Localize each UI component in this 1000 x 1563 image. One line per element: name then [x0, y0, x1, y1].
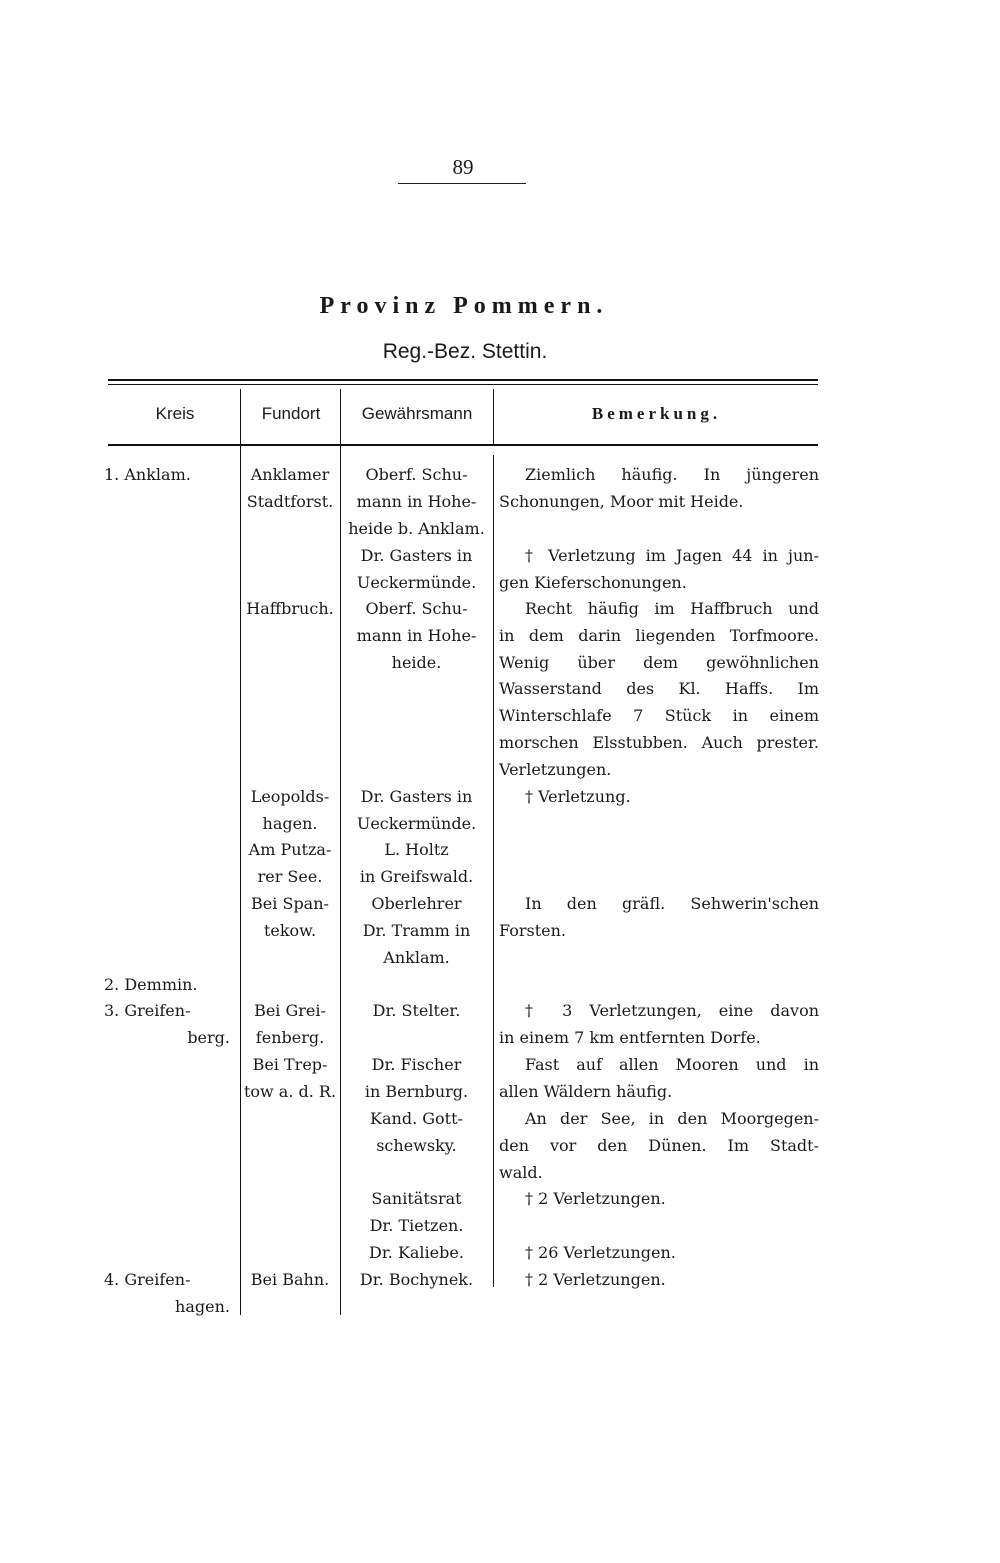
bemerkung-cell-line: In den gräfl. Sehwerin'schen: [525, 894, 819, 913]
bemerkung-cell: [499, 1106, 819, 1186]
fundort-cell-line: tow a. d. R.: [243, 1081, 337, 1101]
fundort-cell-line: Am Putza-: [248, 840, 332, 859]
gewaehrsmann-cell: [344, 837, 489, 891]
fundort-cell: [242, 462, 338, 516]
fundort-cell-line: rer See.: [257, 866, 323, 886]
column-divider: [493, 455, 494, 1287]
kreis-cell-line: berg.: [187, 1027, 230, 1047]
gewaehrsmann-cell-line: Oberlehrer: [371, 894, 462, 913]
gewaehrsmann-cell-line: heide.: [391, 652, 442, 672]
bemerkung-cell-line: in dem darin liegenden Torfmoore.: [499, 625, 819, 645]
column-divider: [340, 389, 341, 1315]
page-subtitle: Reg.-Bez. Stettin.: [382, 340, 548, 363]
page-title: Provinz Pommern.: [319, 293, 609, 319]
gewaehrsmann-cell-line: Dr. Kaliebe.: [369, 1243, 464, 1262]
fundort-cell: [242, 596, 338, 623]
gewaehrsmann-cell: [344, 998, 489, 1025]
bemerkung-cell: [499, 1240, 819, 1267]
kreis-cell-line: hagen.: [175, 1296, 230, 1316]
fundort-cell: [242, 1052, 338, 1106]
gewaehrsmann-cell-line: Sanitätsrat: [371, 1189, 462, 1208]
bemerkung-cell-line: den vor den Dünen. Im Stadt-: [499, 1135, 819, 1155]
gewaehrsmann-cell-line: heide b. Anklam.: [348, 518, 485, 538]
fundort-cell-line: fenberg.: [255, 1027, 325, 1047]
gewaehrsmann-cell-line: mann in Hohe-: [356, 491, 477, 511]
gewaehrsmann-cell-line: Dr. Fischer: [371, 1055, 462, 1074]
kreis-cell-line: 3. Greifen-: [104, 1001, 191, 1020]
gewaehrsmann-cell: [344, 1267, 489, 1294]
gewaehrsmann-cell: [344, 784, 489, 838]
bemerkung-cell: [499, 1052, 819, 1106]
gewaehrsmann-cell: [344, 462, 489, 542]
column-header-gewaehrsmann: Gewährsmann: [361, 404, 473, 423]
gewaehrsmann-cell-line: Kand. Gott-: [370, 1109, 463, 1128]
column-divider: [240, 389, 241, 1315]
table-header-rule: [108, 444, 818, 446]
bemerkung-cell: [499, 998, 819, 1052]
bemerkung-cell-line: Recht häufig im Haffbruch und: [525, 599, 819, 618]
bemerkung-cell: [499, 543, 819, 597]
bemerkung-cell-line: Forsten.: [499, 920, 567, 940]
bemerkung-cell-line: Schonungen, Moor mit Heide.: [499, 491, 744, 511]
gewaehrsmann-cell-line: Dr. Bochynek.: [359, 1270, 474, 1289]
gewaehrsmann-cell-line: Dr. Gasters in: [360, 787, 473, 806]
bemerkung-cell-line: wald.: [499, 1162, 543, 1182]
gewaehrsmann-cell-line: schewsky.: [376, 1135, 457, 1155]
column-header-kreis: Kreis: [155, 404, 195, 423]
gewaehrsmann-cell-line: Dr. Stelter.: [372, 1001, 461, 1020]
gewaehrsmann-cell-line: Oberf. Schu-: [365, 465, 468, 484]
bemerkung-cell-line: † Verletzung.: [525, 787, 631, 806]
gewaehrsmann-cell: [344, 596, 489, 676]
bemerkung-cell: [499, 1267, 819, 1294]
gewaehrsmann-cell-line: Ueckermünde.: [356, 813, 477, 833]
bemerkung-cell-line: † 2 Verletzungen.: [525, 1189, 666, 1208]
fundort-cell-line: Bei Trep-: [252, 1055, 328, 1074]
gewaehrsmann-cell-line: Dr. Tramm in: [362, 920, 471, 940]
bemerkung-cell: [499, 891, 819, 945]
gewaehrsmann-cell: [344, 1240, 489, 1267]
fundort-cell-line: Haffbruch.: [246, 599, 334, 618]
fundort-cell-line: Bei Grei-: [254, 1001, 326, 1020]
bemerkung-cell-line: Wasserstand des Kl. Haffs. Im: [499, 679, 819, 699]
bemerkung-cell-line: morschen Elsstubben. Auch prester.: [499, 732, 819, 752]
gewaehrsmann-cell: [344, 1052, 489, 1106]
bemerkung-cell: [499, 596, 819, 784]
gewaehrsmann-cell: [344, 1106, 489, 1160]
bemerkung-cell: [499, 462, 819, 516]
gewaehrsmann-cell: [344, 1186, 489, 1240]
kreis-cell-line: 1. Anklam.: [104, 465, 191, 484]
column-divider: [493, 389, 494, 444]
fundort-cell-line: hagen.: [262, 813, 318, 833]
table-top-rule-thin: [108, 384, 818, 385]
bemerkung-cell-line: allen Wäldern häufig.: [499, 1081, 673, 1101]
bemerkung-cell-line: † 2 Verletzungen.: [525, 1270, 666, 1289]
fundort-cell: [242, 891, 338, 945]
fundort-cell-line: Bei Span-: [251, 894, 329, 913]
table-top-rule: [108, 379, 818, 381]
kreis-cell: [104, 462, 234, 489]
fundort-cell-line: Bei Bahn.: [250, 1270, 330, 1289]
fundort-cell-line: tekow.: [263, 920, 317, 940]
fundort-cell-line: Leopolds-: [250, 787, 330, 806]
bemerkung-cell-line: † Verletzung im Jagen 44 in jun-: [525, 546, 819, 565]
kreis-cell-line: 2. Demmin.: [104, 975, 198, 994]
fundort-cell-line: Stadtforst.: [246, 491, 334, 511]
kreis-cell: [104, 1267, 234, 1321]
bemerkung-cell: [499, 784, 819, 811]
gewaehrsmann-cell-line: Anklam.: [383, 947, 450, 967]
bemerkung-cell-line: Wenig über dem gewöhnlichen: [499, 652, 819, 672]
gewaehrsmann-cell-line: mann in Hohe-: [356, 625, 477, 645]
page-number: 89: [452, 155, 474, 179]
bemerkung-cell-line: in einem 7 km entfernten Dorfe.: [499, 1027, 761, 1047]
fundort-cell: [242, 784, 338, 838]
kreis-cell: [104, 972, 234, 999]
gewaehrsmann-cell-line: Dr. Gasters in: [360, 546, 473, 565]
page-number-rule: [398, 183, 526, 184]
gewaehrsmann-cell-line: Oberf. Schu-: [365, 599, 468, 618]
column-header-fundort: Fundort: [261, 404, 321, 423]
bemerkung-cell-line: An der See, in den Moorgegen-: [525, 1109, 819, 1128]
fundort-cell: [242, 998, 338, 1052]
fundort-cell-line: Anklamer: [250, 465, 330, 484]
fundort-cell: [242, 837, 338, 891]
gewaehrsmann-cell: [344, 543, 489, 597]
gewaehrsmann-cell-line: Dr. Tietzen.: [369, 1215, 464, 1235]
gewaehrsmann-cell-line: in Bernburg.: [364, 1081, 469, 1101]
bemerkung-cell-line: Fast auf allen Mooren und in: [525, 1055, 819, 1074]
bemerkung-cell-line: gen Kieferschonungen.: [499, 572, 687, 592]
column-header-bemerkung: Bemerkung.: [591, 404, 722, 423]
gewaehrsmann-cell-line: L. Holtz: [384, 840, 449, 859]
kreis-cell-line: 4. Greifen-: [104, 1270, 191, 1289]
gewaehrsmann-cell: [344, 891, 489, 971]
bemerkung-cell-line: † 26 Verletzungen.: [525, 1243, 676, 1262]
bemerkung-cell-line: Ziemlich häufig. In jüngeren: [525, 465, 819, 484]
bemerkung-cell-line: Verletzungen.: [499, 759, 612, 779]
gewaehrsmann-cell-line: Ueckermünde.: [356, 572, 477, 592]
bemerkung-cell: [499, 1186, 819, 1213]
bemerkung-cell-line: Winterschlafe 7 Stück in einem: [499, 706, 819, 726]
fundort-cell: [242, 1267, 338, 1294]
kreis-cell: [104, 998, 234, 1052]
gewaehrsmann-cell-line: in Greifswald.: [359, 866, 474, 886]
bemerkung-cell-line: † 3 Verletzungen, eine davon: [525, 1001, 819, 1020]
